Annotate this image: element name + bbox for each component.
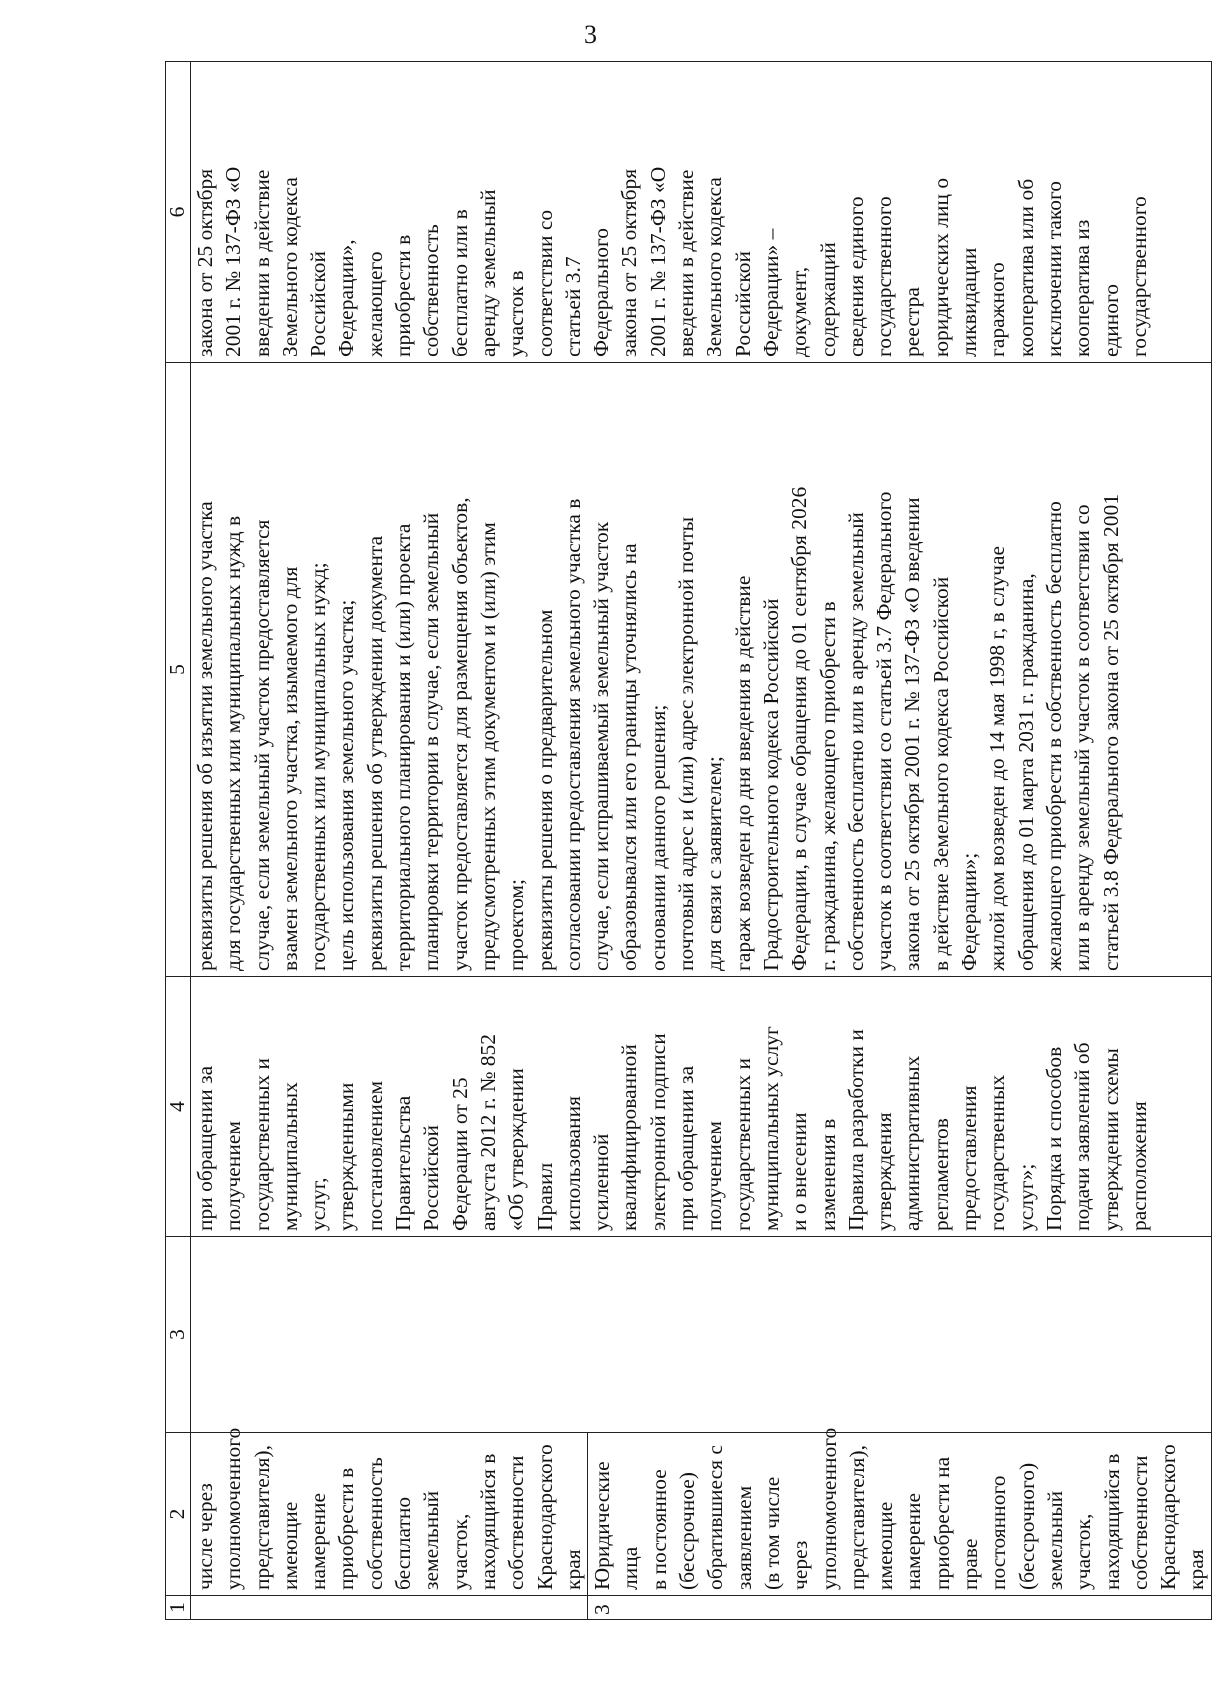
column-header-6: 6 — [166, 62, 191, 363]
column-4-cell: при обращении за получением государственных и муниципальных услуг, утвержденными постановлением Правительства Российской Федерации от 25 августа 2012 г. № 852 «Об утверждении Правил использования усиленной квалифицированной электронной подписи при обращении за получением государственных и муниципальных услуг и о внесении изменения в Правила разработки и утверждения административных регламентов предоставления государственных услуг»; Порядка и способов подачи заявлений об утверждении схемы расположения — [191, 977, 1212, 1237]
services-table — [165, 61, 1212, 1620]
column-header-1: 1 — [166, 1596, 191, 1620]
column-header-2: 2 — [166, 1433, 191, 1596]
rotated-table-container — [165, 62, 1209, 1620]
applicant-category-cell: Юридические лица в постоянное (бессрочное) обратившиеся с заявлением (в том числе через уполномоченного представителя), имеющие намерение приобрести на праве постоянного (бессрочного) земельный участок, находящийся в собственности Краснодарского края — [588, 1433, 1212, 1596]
column-5-cell: реквизиты решения об изъятии земельного участка для государственных или муниципальных нужд в случае, если земельный участок предоставляется взамен земельного участка, изымаемого для государственных или муниципальных нужд; цель использования земельного участка; реквизиты решения об утверждении документа территориального планирования и (или) проекта планировки территории в случае, если земельный участок предоставляется для размещения объектов, предусмотренных этим документом и (или) этим проектом; реквизиты решения о предварительном согласовании предоставления земельного участка в случае, если испрашиваемый земельный участок образовывался или его границы уточнялись на основании данного решения; почтовый адрес и (или) адрес электронной почты для связи с заявителем; гараж возведен до дня введения в действие Градостроительного кодекса Российской Федерации, в случае обращения до 01 сентября 2026 г. гражданина, желающего приобрести в собственность бесплатно или в аренду земельный участок в соответствии со статьей 3.7 Федерального закона от 25 октября 2001 г. № 137-ФЗ «О введении в действие Земельного кодекса Российской Федерации»; жилой дом возведен до 14 мая 1998 г, в случае обращения до 01 марта 2031 г. гражданина, желающего приобрести в собственность бесплатно или в аренду земельный участок в соответствии со статьей 3.8 Федерального закона от 25 октября 2001 — [191, 363, 1212, 977]
column-header-4: 4 — [166, 977, 191, 1237]
column-6-cell: закона от 25 октября 2001 г. № 137-ФЗ «О введении в действие Земельного кодекса Российской Федерации», желающего приобрести в собственность бесплатно или в аренду земельный участок в соответствии со статьей 3.7 Федерального закона от 25 октября 2001 г. № 137-ФЗ «О введении в действие Земельного кодекса Российской Федерации» – документ, содержащий сведения единого государственного реестра юридических лиц о ликвидации гаражного кооператива или об исключении такого кооператива из единого государственного — [191, 62, 1212, 363]
row-number-cell — [191, 1596, 588, 1620]
column-header-5: 5 — [166, 363, 191, 977]
column-header-3: 3 — [166, 1237, 191, 1433]
header-row — [166, 62, 191, 1620]
column-3-cell — [191, 1237, 1212, 1433]
applicant-category-cell: числе через уполномоченного представителя), имеющие намерение приобрести в собственность бесплатно земельный участок, находящийся в собственности Краснодарского края — [191, 1433, 588, 1596]
row-number-cell: 3 — [588, 1596, 1212, 1620]
table-row — [191, 62, 588, 1620]
page-number: 3 — [584, 20, 597, 49]
